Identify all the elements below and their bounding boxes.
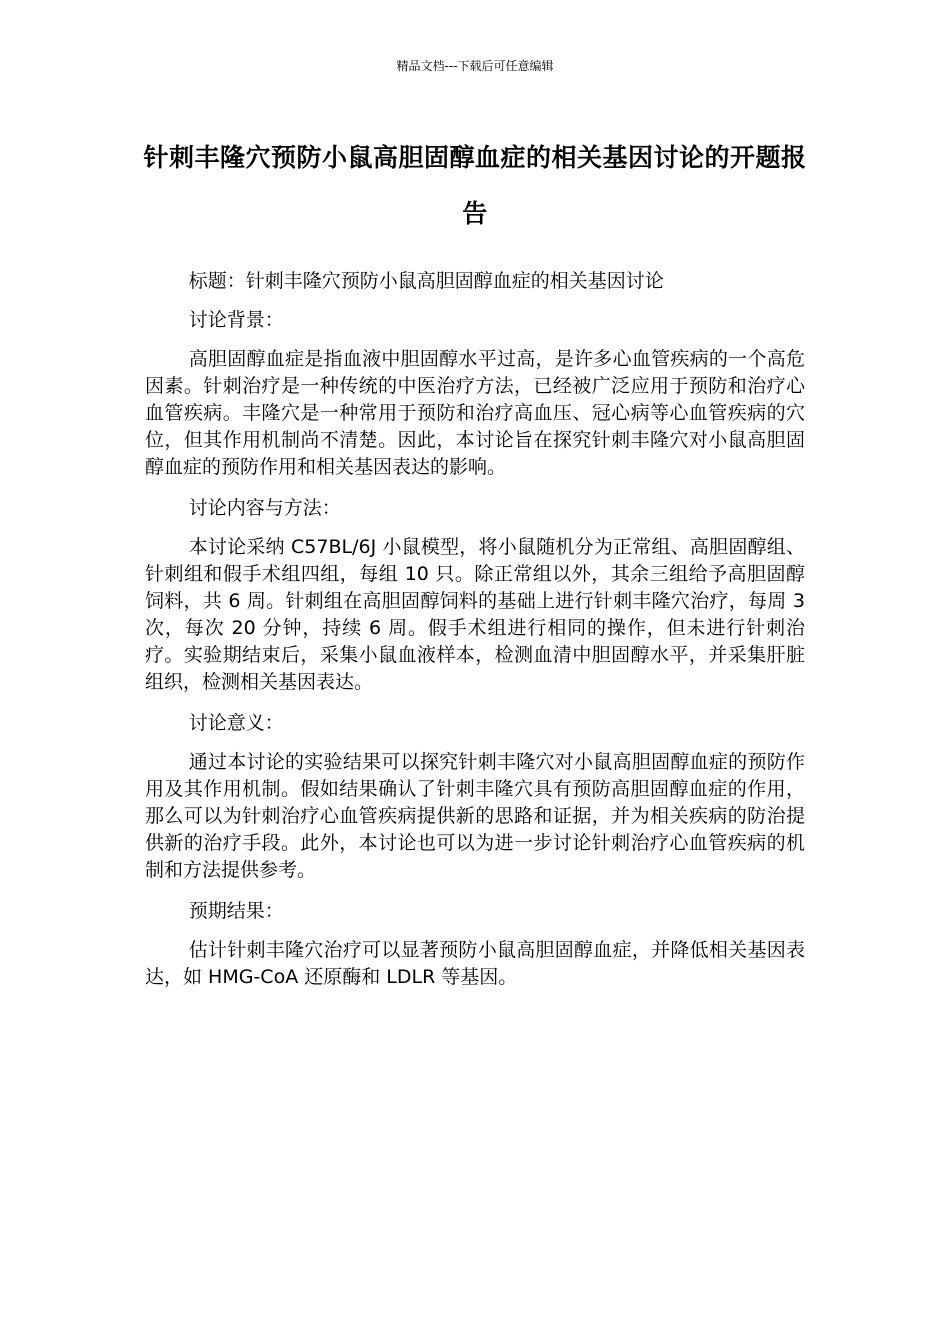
paragraph-background: 高胆固醇血症是指血液中胆固醇水平过高，是许多心血管疾病的一个高危因素。针刺治疗是一种传统的中医治疗方法，已经被广泛应用于预防和治疗心血管疾病。丰隆穴是一种常用于预防和治疗高血压、冠心病等心血管疾病的穴位，但其作用机制尚不清楚。因此，本讨论旨在探究针刺丰隆穴对小鼠高胆固醇血症的预防作用和相关基因表达的影响。 (145, 348, 805, 478)
paragraph-expected: 估计针刺丰隆穴治疗可以显著预防小鼠高胆固醇血症，并降低相关基因表达，如 HMG-CoA 还原酶和 LDLR 等基因。 (145, 939, 805, 988)
document-body (145, 268, 805, 1005)
paragraph-methods: 本讨论采纳 C57BL/6J 小鼠模型，将小鼠随机分为正常组、高胆固醇组、针刺组和假手术组四组，每组 10 只。除正常组以外，其余三组给予高胆固醇饲料，共 6 周。针刺组在高胆固醇饲料的基础上进行针刺丰隆穴治疗，每周 3 次，每次 20 分钟，持续 6 周。假手术组进行相同的操作，但未进行针刺治疗。实验期结束后，采集小鼠血液样本，检测血清中胆固醇水平，并采集肝脏组织，检测相关基因表达。 (145, 536, 805, 693)
header-note: 精品文档---下载后可任意编辑 (396, 59, 554, 73)
section-heading-significance: 讨论意义： (188, 712, 284, 734)
section-heading-expected: 预期结果： (188, 900, 284, 922)
title-line: 标题：针刺丰隆穴预防小鼠高胆固醇血症的相关基因讨论 (188, 270, 664, 292)
document-title: 针刺丰隆穴预防小鼠高胆固醇血症的相关基因讨论的开题报告 (143, 143, 807, 228)
section-heading-methods: 讨论内容与方法： (188, 497, 341, 519)
paragraph-significance: 通过本讨论的实验结果可以探究针刺丰隆穴对小鼠高胆固醇血症的预防作用及其作用机制。假如结果确认了针刺丰隆穴具有预防高胆固醇血症的作用，那么可以为针刺治疗心血管疾病提供新的思路和证据，并为相关疾病的防治提供新的治疗手段。此外，本讨论也可以为进一步讨论针刺治疗心血管疾病的机制和方法提供参考。 (145, 751, 805, 881)
section-heading-background: 讨论背景： (188, 309, 284, 331)
